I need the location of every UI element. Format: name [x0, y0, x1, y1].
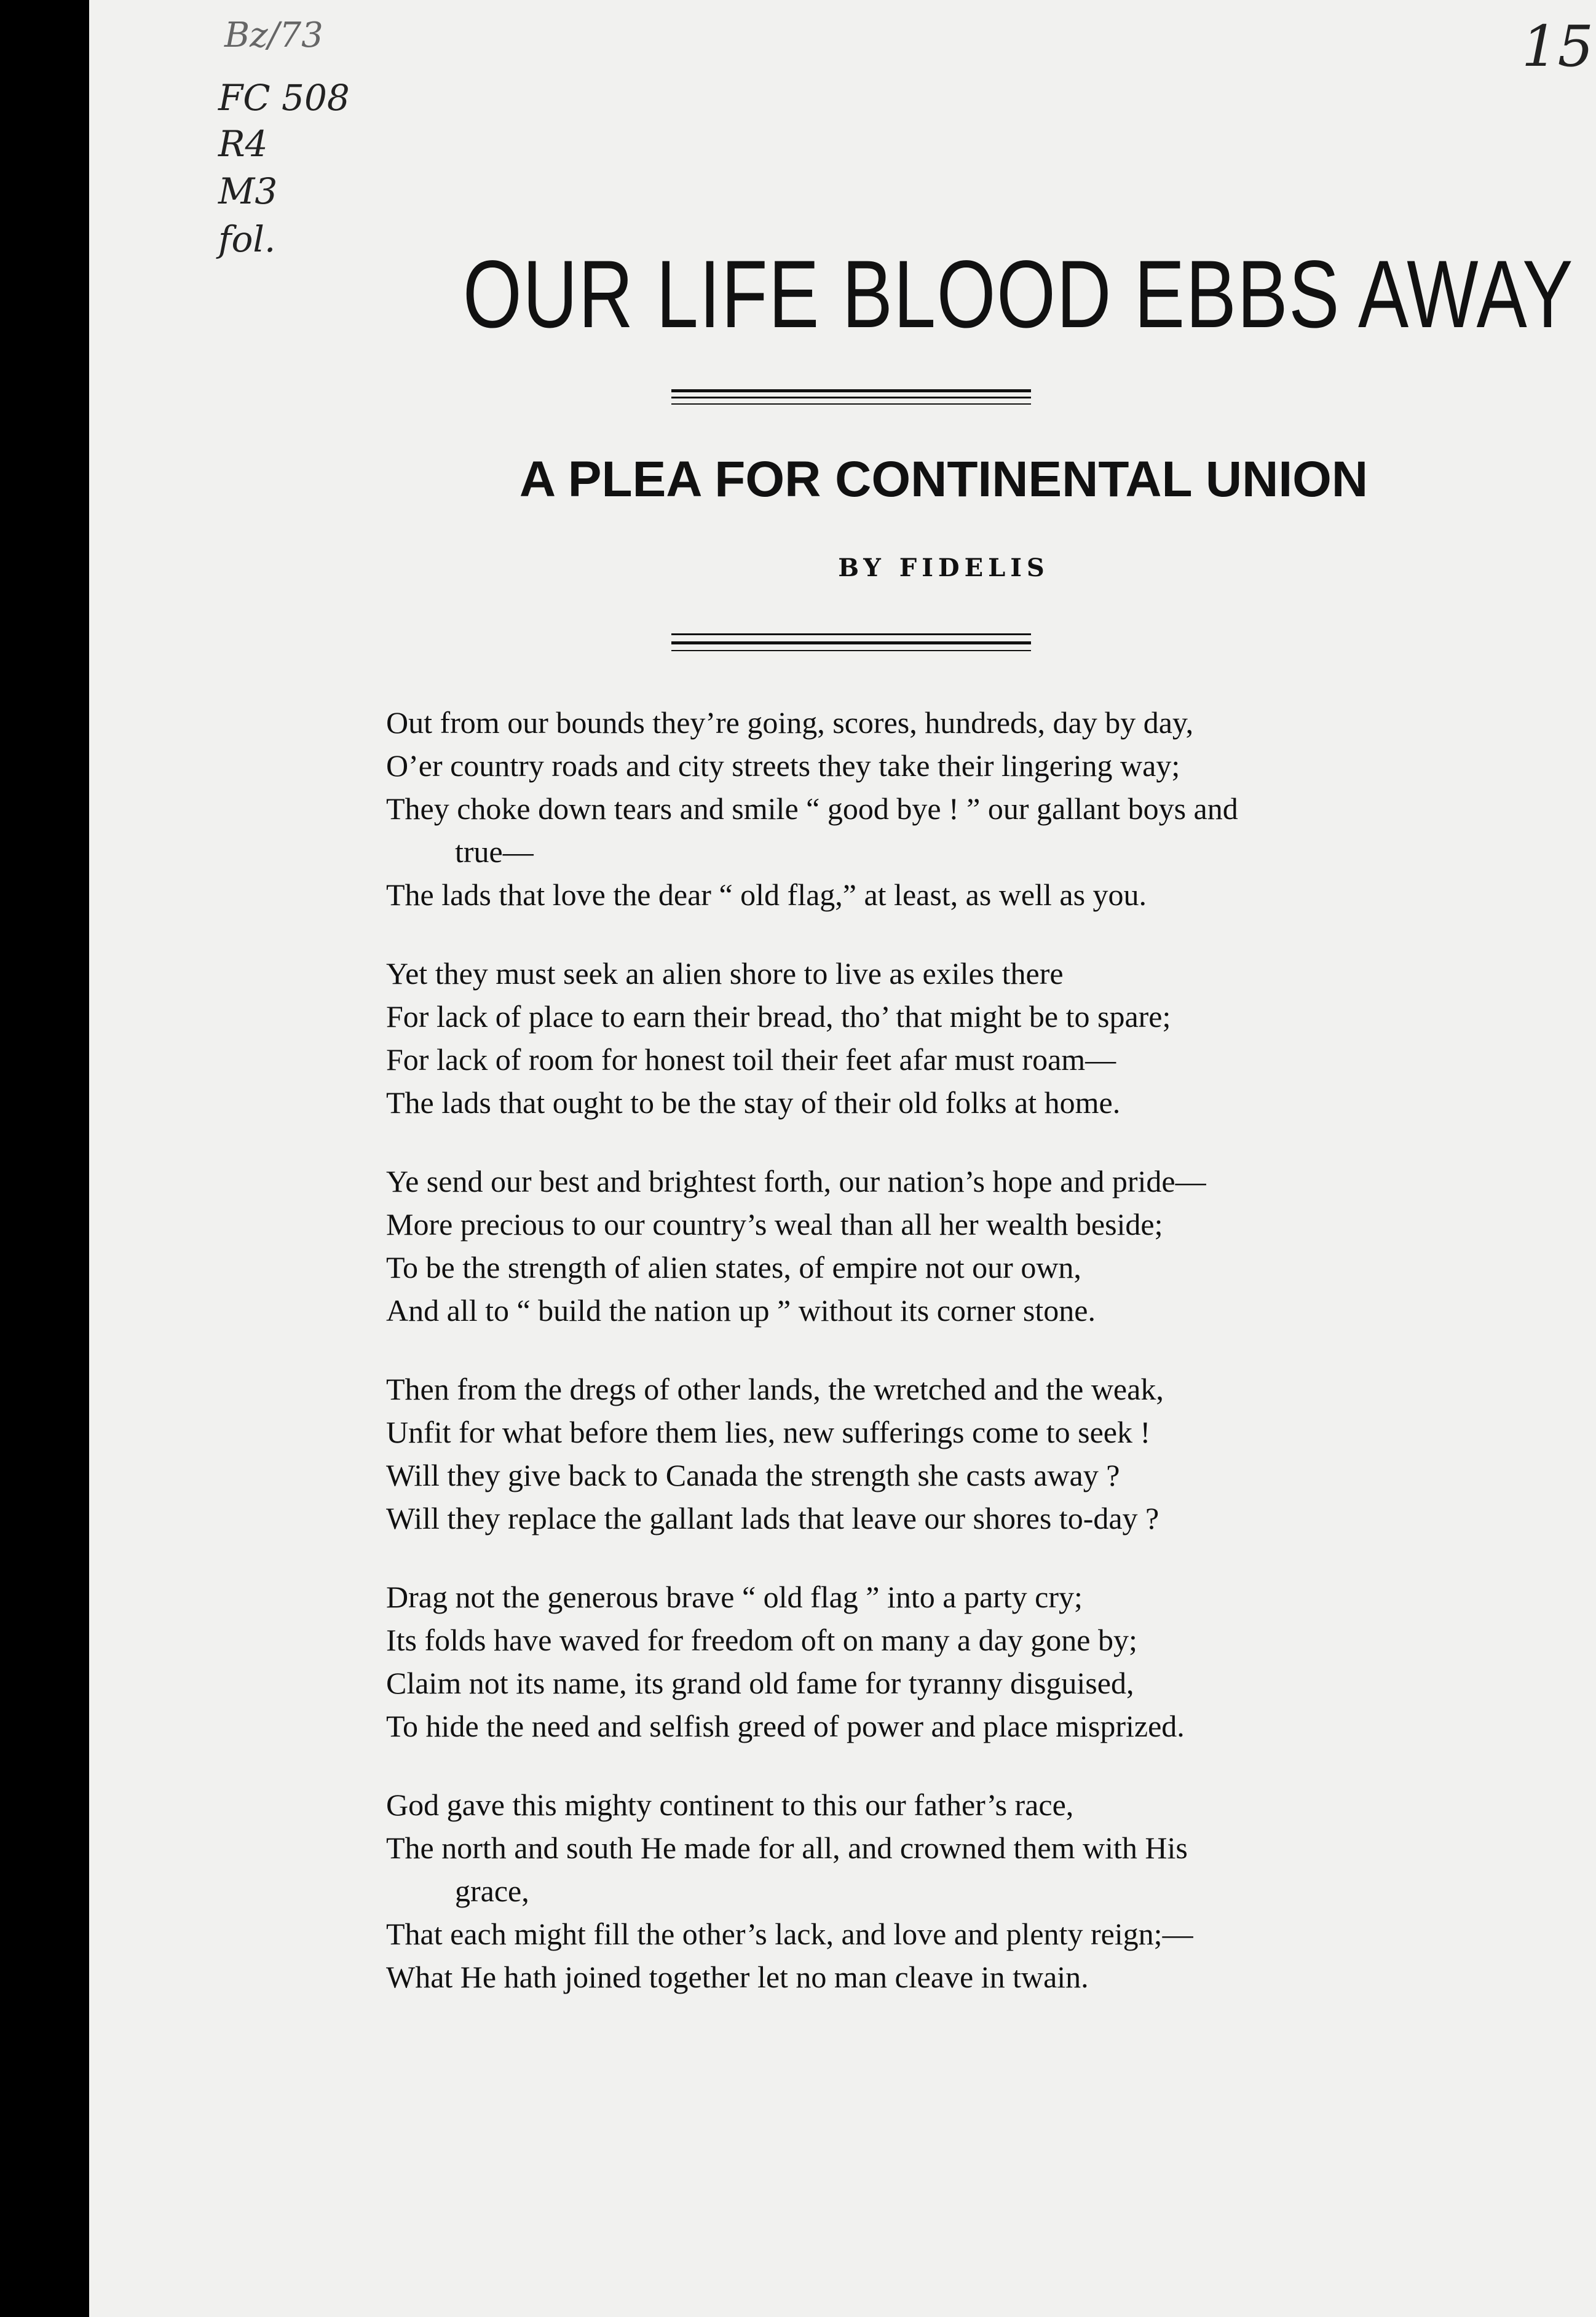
handwritten-classification: FC 508: [218, 77, 350, 119]
poem-line-continuation: grace,: [455, 1874, 529, 1908]
poem-line: Its folds have waved for freedom oft on many a day gone by;: [386, 1623, 1137, 1657]
poem-line: To hide the need and selfish greed of power and place misprized.: [386, 1709, 1185, 1743]
poem-line: Claim not its name, its grand old fame for tyranny disguised,: [386, 1666, 1134, 1700]
poem-line: They choke down tears and smile “ good bye ! ” our gallant boys and: [386, 791, 1238, 826]
poem-line: Drag not the generous brave “ old flag ” into a party cry;: [386, 1580, 1083, 1614]
poem-body: [386, 701, 1511, 2034]
poem-line: God gave this mighty continent to this our father’s race,: [386, 1788, 1074, 1822]
poem-line: What He hath joined together let no man cleave in twain.: [386, 1960, 1089, 1994]
poem-line: The lads that love the dear “ old flag,” at least, as well as you.: [386, 877, 1147, 912]
byline-divider: [671, 641, 1031, 644]
poem-line: Then from the dregs of other lands, the wretched and the weak,: [386, 1372, 1164, 1406]
poem-stanza: [386, 1783, 1511, 1998]
poem-line: Yet they must seek an alien shore to live as exiles there: [386, 956, 1064, 991]
handwritten-classification: M3: [218, 170, 278, 212]
author-byline: BY FIDELIS: [838, 553, 1049, 582]
poem-line: More precious to our country’s weal than all her wealth beside;: [386, 1207, 1163, 1242]
poem-line: The north and south He made for all, and crowned them with His: [386, 1831, 1188, 1865]
handwritten-call-number: Bz/73: [224, 15, 323, 55]
poem-line: To be the strength of alien states, of empire not our own,: [386, 1250, 1081, 1285]
document-page: [89, 0, 1596, 2317]
handwritten-classification: R4: [218, 123, 268, 165]
document-subtitle: A PLEA FOR CONTINENTAL UNION: [519, 451, 1369, 507]
poem-line: For lack of place to earn their bread, tho’ that might be to spare;: [386, 999, 1171, 1034]
byline-divider: [671, 633, 1031, 635]
poem-stanza: [386, 1575, 1511, 1748]
poem-line: And all to “ build the nation up ” without its corner stone.: [386, 1293, 1096, 1328]
poem-line: Will they give back to Canada the strength she casts away ?: [386, 1458, 1120, 1492]
poem-line: Out from our bounds they’re going, scores, hundreds, day by day,: [386, 705, 1194, 740]
poem-line: Unfit for what before them lies, new sufferings come to seek !: [386, 1415, 1151, 1449]
poem-line: Ye send our best and brightest forth, our nation’s hope and pride—: [386, 1164, 1206, 1198]
poem-line: The lads that ought to be the stay of their old folks at home.: [386, 1085, 1121, 1120]
poem-line: For lack of room for honest toil their feet afar must roam—: [386, 1042, 1116, 1077]
poem-line: That each might fill the other’s lack, and love and plenty reign;—: [386, 1917, 1193, 1951]
poem-line-continuation: true—: [455, 834, 534, 869]
poem-stanza: [386, 952, 1511, 1124]
handwritten-page-number: 15: [1522, 14, 1594, 79]
title-divider: [671, 389, 1031, 392]
document-title: OUR LIFE BLOOD EBBS AWAY: [462, 241, 1574, 348]
poem-stanza: [386, 701, 1511, 916]
poem-line: O’er country roads and city streets they take their lingering way;: [386, 748, 1180, 783]
byline-divider: [671, 650, 1031, 651]
title-divider: [671, 397, 1031, 398]
poem-stanza: [386, 1368, 1511, 1540]
poem-stanza: [386, 1160, 1511, 1332]
handwritten-classification: fol.: [218, 218, 276, 260]
title-divider: [671, 403, 1031, 405]
poem-line: Will they replace the gallant lads that leave our shores to-day ?: [386, 1501, 1159, 1535]
